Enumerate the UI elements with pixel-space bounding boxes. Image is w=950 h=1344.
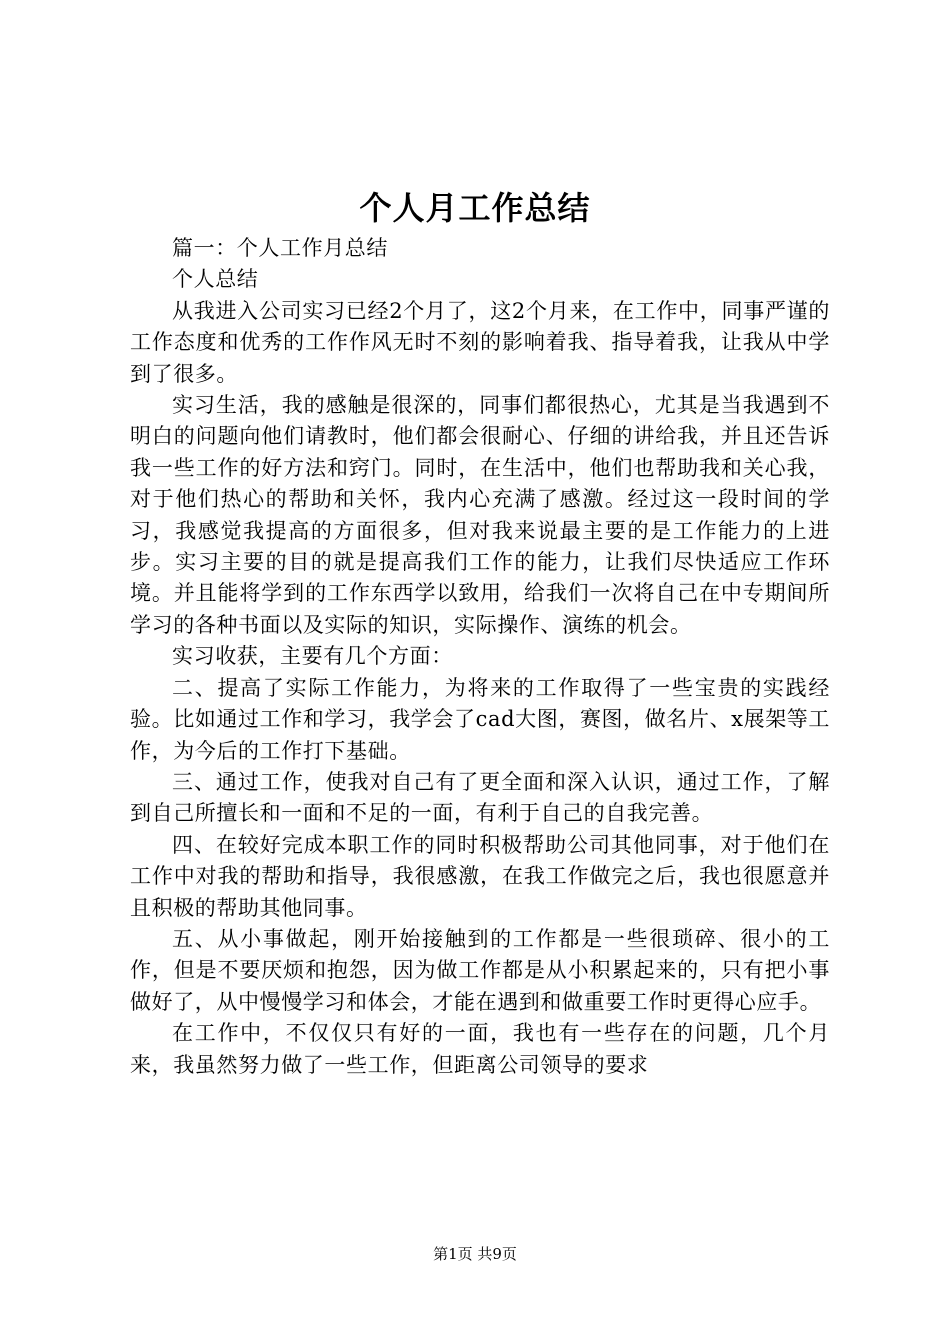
- paragraph: 实习收获，主要有几个方面：: [172, 644, 453, 669]
- paragraph: 从我进入公司实习已经2个月了，这2个月来，在工作中，同事严谨的工作态度和优秀的工作作风无时不刻的影响着我、指导着我，让我从中学到了很多。: [130, 298, 830, 386]
- section-heading: 篇一：个人工作月总结: [172, 236, 388, 260]
- paragraph: 四、在较好完成本职工作的同时积极帮助公司其他同事，对于他们在工作中对我的帮助和指导，我很感激，在我工作做完之后，我也很愿意并且积极的帮助其他同事。: [130, 832, 830, 920]
- paragraph: 实习生活，我的感触是很深的，同事们都很热心，尤其是当我遇到不明白的问题向他们请教时，他们都会很耐心、仔细的讲给我，并且还告诉我一些工作的好方法和窍门。同时，在生活中，他们也帮助我和关心我，对于他们热心的帮助和关怀，我内心充满了感激。经过这一段时间的学习，我感觉我提高的方面很多，但对我来说最主要的是工作能力的上进步。实习主要的目的就是提高我们工作的能力，让我们尽快适应工作环境。并且能将学到的工作东西学以致用，给我们一次将自己在中专期间所学习的各种书面以及实际的知识，实际操作、演练的机会。: [130, 393, 830, 637]
- paragraph: 三、通过工作，使我对自己有了更全面和深入认识，通过工作，了解到自己所擅长和一面和不足的一面，有利于自己的自我完善。: [130, 769, 830, 826]
- document-body: [130, 233, 830, 1081]
- paragraph: 五、从小事做起，刚开始接触到的工作都是一些很琐碎、很小的工作，但是不要厌烦和抱怨，因为做工作都是从小积累起来的，只有把小事做好了，从中慢慢学习和体会，才能在遇到和做重要工作时更得心应手。: [130, 926, 830, 1014]
- paragraph: 在工作中，不仅仅只有好的一面，我也有一些存在的问题，几个月来，我虽然努力做了一些工作，但距离公司领导的要求: [130, 1021, 830, 1077]
- document-title: 个人月工作总结: [359, 189, 591, 227]
- paragraph: 二、提高了实际工作能力，为将来的工作取得了一些宝贵的实践经验。比如通过工作和学习，我学会了cad大图，赛图，做名片、x展架等工作，为今后的工作打下基础。: [130, 675, 830, 763]
- subheading: 个人总结: [172, 267, 259, 292]
- page-footer: 第1页 共9页: [433, 1245, 517, 1263]
